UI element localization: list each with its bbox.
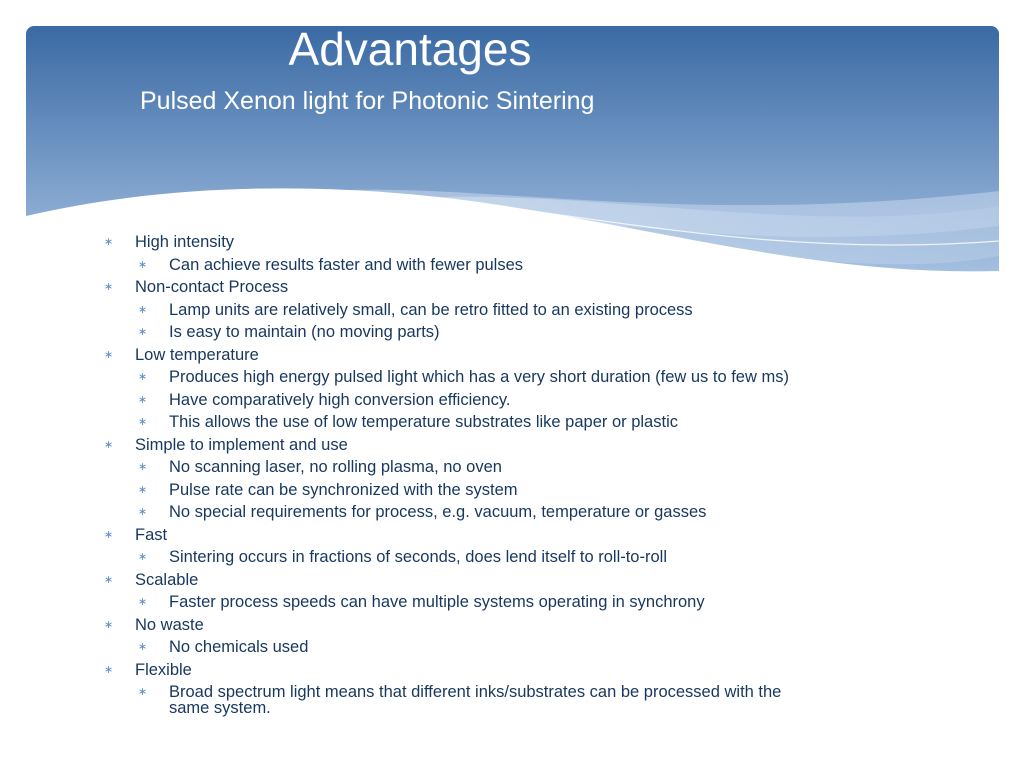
sub-bullet-item xyxy=(135,254,820,277)
sub-bullet-label: Lamp units are relatively small, can be retro fitted to an existing process xyxy=(169,300,693,319)
bullet-label: Flexible xyxy=(135,660,192,679)
sub-bullet-item xyxy=(135,479,820,502)
bullet-item xyxy=(100,569,820,614)
sub-bullet-item xyxy=(135,456,820,479)
sub-bullet-label: Broad spectrum light means that different inks/substrates can be processed with the same system. xyxy=(169,683,782,717)
bullet-item xyxy=(100,344,820,434)
bullet-item xyxy=(100,524,820,569)
bullet-icon: ∗ xyxy=(104,281,114,293)
sub-bullet-label: Pulse rate can be synchronized with the system xyxy=(169,480,518,499)
bullet-icon: ∗ xyxy=(104,236,114,248)
sub-bullet-icon: ∗ xyxy=(138,393,148,406)
bullet-label: High intensity xyxy=(135,233,235,251)
bullet-list xyxy=(100,231,820,720)
bullet-icon: ∗ xyxy=(104,663,114,676)
slide-title: Advantages xyxy=(288,23,532,75)
bullet-label: Non-contact Process xyxy=(135,278,289,296)
bullet-item xyxy=(100,231,820,276)
bullet-label: Low temperature xyxy=(135,345,259,364)
sub-bullet-icon: ∗ xyxy=(138,416,148,428)
sub-bullet-label: Faster process speeds can have multiple systems operating in synchrony xyxy=(169,593,705,611)
sub-bullet-icon: ∗ xyxy=(138,483,148,496)
slide-subtitle: Pulsed Xenon light for Photonic Sintering xyxy=(140,87,595,115)
sub-bullet-label: Can achieve results faster and with fewer pulses xyxy=(169,255,524,274)
sub-bullet-icon: ∗ xyxy=(138,596,148,608)
sub-bullet-item xyxy=(135,636,820,659)
sub-bullet-icon: ∗ xyxy=(138,641,148,653)
bullet-item xyxy=(100,276,820,344)
sub-bullet-icon: ∗ xyxy=(138,461,148,473)
sub-bullet-icon: ∗ xyxy=(138,686,148,698)
bullet-icon: ∗ xyxy=(104,618,114,631)
bullet-item xyxy=(100,434,820,524)
bullet-label: Fast xyxy=(135,525,168,544)
bullet-icon: ∗ xyxy=(104,573,114,586)
bullet-item xyxy=(100,659,820,720)
sub-bullet-item xyxy=(135,366,820,389)
sub-bullet-label: This allows the use of low temperature substrates like paper or plastic xyxy=(169,413,678,431)
sub-bullet-label: No special requirements for process, e.g. vacuum, temperature or gasses xyxy=(169,503,707,521)
bullet-icon: ∗ xyxy=(104,348,114,361)
sub-bullet-label: Is easy to maintain (no moving parts) xyxy=(169,323,440,341)
sub-bullet-label: Produces high energy pulsed light which has a very short duration (few us to few ms) xyxy=(169,368,789,386)
sub-bullet-item xyxy=(135,681,820,720)
sub-bullet-item xyxy=(135,546,820,569)
sub-bullet-item xyxy=(135,591,820,614)
sub-bullet-icon: ∗ xyxy=(138,303,148,316)
sub-bullet-icon: ∗ xyxy=(138,326,148,338)
sub-bullet-label: Have comparatively high conversion efficiency. xyxy=(169,390,511,409)
sub-bullet-item xyxy=(135,411,820,434)
sub-bullet-icon: ∗ xyxy=(138,551,148,563)
sub-bullet-label: Sintering occurs in fractions of seconds, does lend itself to roll-to-roll xyxy=(169,548,667,566)
sub-bullet-icon: ∗ xyxy=(138,258,148,271)
sub-bullet-icon: ∗ xyxy=(138,371,148,383)
sub-bullet-label: No chemicals used xyxy=(169,638,309,656)
sub-bullet-item xyxy=(135,501,820,524)
sub-bullet-item xyxy=(135,321,820,344)
sub-bullet-icon: ∗ xyxy=(138,506,148,518)
bullet-label: Scalable xyxy=(135,570,199,589)
sub-bullet-item xyxy=(135,389,820,412)
bullet-icon: ∗ xyxy=(104,438,114,451)
sub-bullet-label: No scanning laser, no rolling plasma, no oven xyxy=(169,458,502,476)
bullet-item xyxy=(100,614,820,659)
bullet-icon: ∗ xyxy=(104,528,114,541)
bullet-label: Simple to implement and use xyxy=(135,435,348,454)
sub-bullet-item xyxy=(135,299,820,322)
bullet-label: No waste xyxy=(135,615,204,634)
